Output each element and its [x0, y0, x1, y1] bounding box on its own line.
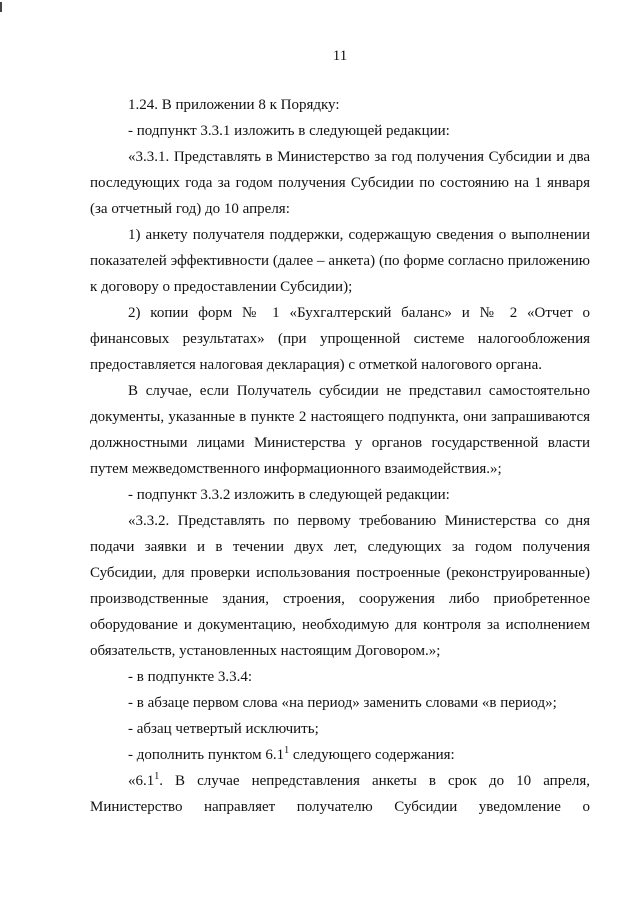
paragraph-fourth-abzac: - абзац четвертый исключить;	[128, 721, 319, 737]
paragraph-item-2: 2) копии форм № 1 «Бухгалтерский баланс» и № 2 «Отчет о финансовых результатах» (при упрощенной системе налогообложения предоставляется налоговая декларация) с отметкой налогового органа.	[90, 305, 590, 373]
page-number: 11	[332, 48, 348, 64]
paragraph-3-3-2: «3.3.2. Представлять по первому требованию Министерства со дня подачи заявки и в течении двух лет, следующих за годом получения Субсидии, для проверки использования построенные (реконструированные) производственные здания, строения, сооружения либо приобретенное оборудование и документацию, необходимую для контроля за исполнением обязательств, установленных настоящим Договором.»;	[90, 513, 590, 659]
scan-mark	[0, 2, 2, 12]
superscript-1: 1	[154, 771, 160, 782]
paragraph-6-1-1-text-after: . В случае непредставления анкеты в срок до 10 апреля, Министерство направляет получателю Субсидии уведомление о	[90, 773, 590, 815]
paragraph-subpoint-3-3-4: - в подпункте 3.3.4:	[128, 669, 253, 685]
superscript-1: 1	[284, 745, 290, 756]
paragraph-item-1: 1) анкету получателя поддержки, содержащую сведения о выполнении показателей эффективности (далее – анкета) (по форме согласно приложению к договору о предоставлении Субсидии);	[90, 227, 590, 295]
paragraph-if-case: В случае, если Получатель субсидии не представил самостоятельно документы, указанные в пункте 2 настоящего подпункта, они запрашиваются должностными лицами Министерства у органов государственной власти путем межведомственного информационного взаимодействия.»;	[90, 383, 590, 477]
paragraph-subpoint-3-3-2: - подпункт 3.3.2 изложить в следующей редакции:	[128, 487, 450, 503]
paragraph-6-1-1-text-before: «6.1	[128, 773, 155, 789]
paragraph-1-24: 1.24. В приложении 8 к Порядку:	[128, 97, 340, 113]
paragraph-3-3-1: «3.3.1. Представлять в Министерство за год получения Субсидии и два последующих года за годом получения Субсидии по состоянию на 1 января (за отчетный год) до 10 апреля:	[90, 149, 590, 217]
paragraph-subpoint-3-3-1: - подпункт 3.3.1 изложить в следующей редакции:	[128, 123, 450, 139]
paragraph-add-6-1-1-text-before: - дополнить пунктом 6.1	[128, 747, 285, 763]
document-body	[90, 92, 590, 820]
paragraph-6-1-1	[90, 768, 590, 820]
paragraph-first-abzac: - в абзаце первом слова «на период» заменить словами «в период»;	[128, 695, 557, 711]
paragraph-add-6-1-1	[90, 742, 590, 768]
paragraph-add-6-1-1-text-after: следующего содержания:	[289, 747, 455, 763]
